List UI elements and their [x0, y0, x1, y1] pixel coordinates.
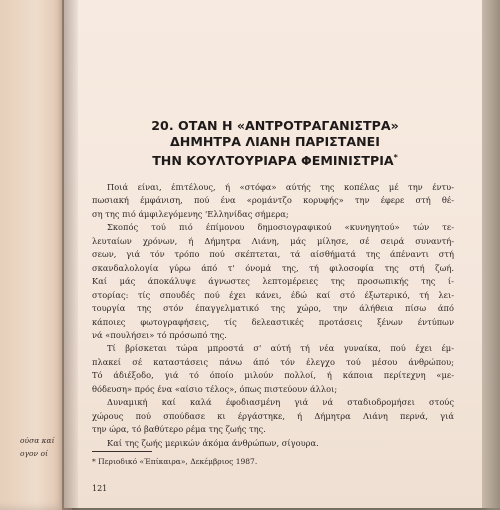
text-line: νά «πουλήσει» τό πρόσωπό της.	[92, 329, 227, 340]
page-number: 121	[92, 484, 108, 493]
text-line: την ώρα, τό βαθύτερο ρέμα της ζωής της.	[92, 424, 266, 435]
left-page-text-fragment: ούσα καί	[20, 436, 55, 445]
text-line: χώρους πού σπούδασε κι έργάστηκε, ή Δήμητρα Λιάνη περνά, γιά	[92, 410, 454, 421]
text-line: Καί μάς άποκάλυψε άγνωστες λεπτομέρειες της προσωπικής της ί-	[92, 276, 454, 287]
text-line: Σκοπός τού πιό έπίμονου δημοσιογραφικού «κυνηγητού» τών τε-	[107, 222, 454, 233]
text-line: πλακεί σέ καταστάσεις πάνω άπό τόν έλεγχο τού μέσου άνθρώπου;	[92, 356, 454, 367]
left-page-text-fragment: ογον οί	[20, 449, 48, 458]
chapter-title-line-text: ΔΗΜΗΤΡΑ ΛΙΑΝΗ ΠΑΡΙΣΤΑΝΕΙ	[170, 134, 380, 149]
text-line: λευταίων χρόνων, ή Δήμητρα Λιάνη, μάς μίλησε, σέ σειρά συναντή-	[92, 235, 454, 246]
text-line: Καί της ζωής μερικών άκόμα άνθρώπων, σίγουρα.	[107, 437, 319, 448]
text-line: θόδευση» πρός ένα «αίσιο τέλος», όπως πιστεύουν άλλοι;	[92, 383, 338, 394]
text-line: σεων, γιά τόν τρόπο πού σκέπτεται, τά αίσθήματά της άπέναντι στή	[92, 249, 454, 260]
footnote-marker: *	[393, 153, 398, 162]
text-line: Τό άδιέξοδο, γιά τό όποίο μιλούν πολλοί, ή κάποια περίτεχνη «με-	[92, 370, 454, 381]
text-line: Δυναμική καί καλά έφοδιασμένη γιά νά σταδιοδρομήσει στούς	[107, 397, 454, 408]
body-text	[92, 181, 454, 450]
text-line: στορίας: τίς σπουδές πού έχει κάνει, έδώ καί στό έξωτερικό, τή λει-	[92, 289, 454, 300]
chapter-title-line	[70, 150, 480, 169]
text-line: πωσιακή έμφάνιση, πού ένα «ρομάντζο κορυφής» την έφερε στή θέ-	[92, 195, 454, 206]
chapter-title	[70, 118, 480, 169]
page-edges	[482, 0, 500, 508]
footnote-rule	[92, 451, 152, 452]
book-gutter	[62, 0, 78, 510]
text-line: σκανδαλολογία γύρω άπό τ' όνομά της, τή φιλοσοφία της στή ζωή.	[92, 262, 454, 273]
footnote: * Περιοδικό «Έπίκαιρα», Δεκέμβριος 1987.	[92, 457, 258, 466]
chapter-title-line-text: ΤΗΝ ΚΟΥΛΤΟΥΡΙΑΡΑ ΦΕΜΙΝΙΣΤΡΙΑ	[152, 153, 394, 169]
text-line: τουργία της στόν έπαγγελματικό της χώρο, την άλήθεια πίσω άπό	[92, 303, 454, 314]
chapter-title-line	[70, 134, 480, 150]
chapter-title-line: 20. ΟΤΑΝ Η «ΑΝΤΡΟΤΡΑΓΑΝΙΣΤΡΑ»	[151, 118, 399, 133]
text-line: Ποιά είναι, έπιτέλους, ή «στόφα» αύτής της κοπέλας μέ την έντυ-	[107, 182, 454, 192]
text-line: Τί βρίσκεται τώρα μπροστά σ' αύτή τή νέα γυναίκα, πού έχει έμ-	[107, 343, 454, 354]
text-line: κάποιες φωτογραφήσεις, τίς δελεαστικές προτάσεις ξένων έντύπων	[92, 316, 454, 327]
text-line: ση της πιό άμφιλεγόμενης 'Ελληνίδας σήμερα;	[92, 208, 289, 219]
